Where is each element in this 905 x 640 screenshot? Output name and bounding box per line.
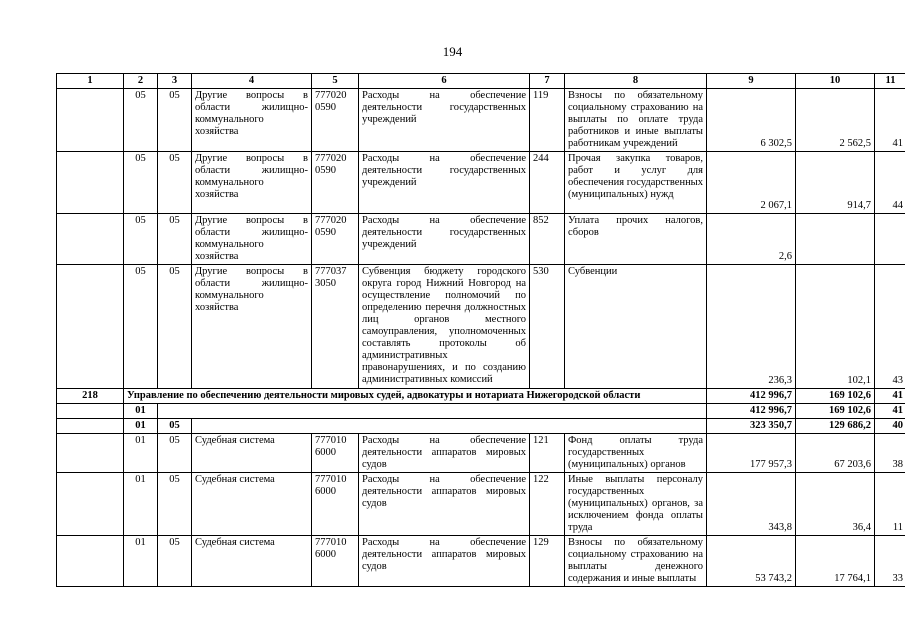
cell-actual: 17 764,1 — [796, 536, 875, 587]
budget-table — [56, 73, 905, 587]
cell-section: 01 — [124, 434, 158, 473]
cell-subsection: 05 — [158, 536, 192, 587]
cell-owner — [57, 214, 124, 265]
cell-subsection-name: Судебная система — [192, 536, 312, 587]
cell-actual: 914,7 — [796, 152, 875, 214]
cell-expense-code: 122 — [530, 473, 565, 536]
cell-plan: 236,3 — [707, 265, 796, 389]
cell-subsection-name: Судебная система — [192, 473, 312, 536]
table-row — [57, 434, 905, 473]
cell-target-code: 777020 0590 — [312, 89, 359, 152]
department-row — [57, 389, 905, 404]
cell-actual: 36,4 — [796, 473, 875, 536]
cell-empty — [158, 404, 707, 419]
cell-expense-code: 119 — [530, 89, 565, 152]
cell-subsection-name: Другие вопросы в области жилищно-коммунального хозяйства — [192, 152, 312, 214]
cell-actual — [796, 214, 875, 265]
cell-percent: 33 — [875, 536, 905, 587]
cell-subsection-name: Другие вопросы в области жилищно-коммунального хозяйства — [192, 265, 312, 389]
cell-subsection-name: Другие вопросы в области жилищно-коммунального хозяйства — [192, 89, 312, 152]
cell-plan: 323 350,7 — [707, 419, 796, 434]
cell-expense-code: 244 — [530, 152, 565, 214]
cell-target-name: Расходы на обеспечение деятельности аппаратов мировых судов — [359, 434, 530, 473]
cell-owner — [57, 404, 124, 419]
cell-plan: 343,8 — [707, 473, 796, 536]
header-cell: 8 — [565, 74, 707, 89]
page-number: 194 — [442, 44, 463, 59]
header-cell: 7 — [530, 74, 565, 89]
cell-subsection: 05 — [158, 434, 192, 473]
subsection-row — [57, 419, 905, 434]
cell-owner — [57, 89, 124, 152]
cell-expense-name: Взносы по обязательному социальному страхованию на выплаты по оплате труда работников и иные выплаты работникам учреждений — [565, 89, 707, 152]
cell-subsection-name: Судебная система — [192, 434, 312, 473]
cell-owner — [57, 265, 124, 389]
cell-percent — [875, 214, 905, 265]
cell-subsection: 05 — [158, 214, 192, 265]
cell-plan: 412 996,7 — [707, 404, 796, 419]
cell-owner — [57, 434, 124, 473]
cell-target-code: 777037 3050 — [312, 265, 359, 389]
cell-plan: 6 302,5 — [707, 89, 796, 152]
cell-subsection-name: Другие вопросы в области жилищно-коммунального хозяйства — [192, 214, 312, 265]
cell-actual: 102,1 — [796, 265, 875, 389]
header-cell: 3 — [158, 74, 192, 89]
cell-subsection: 05 — [158, 419, 192, 434]
cell-section: 05 — [124, 265, 158, 389]
cell-percent: 41 — [875, 389, 905, 404]
cell-owner — [57, 419, 124, 434]
cell-section: 01 — [124, 473, 158, 536]
cell-actual: 169 102,6 — [796, 404, 875, 419]
cell-section: 01 — [124, 419, 158, 434]
cell-owner-code: 218 — [57, 389, 124, 404]
cell-percent: 44 — [875, 152, 905, 214]
cell-plan: 53 743,2 — [707, 536, 796, 587]
cell-actual: 2 562,5 — [796, 89, 875, 152]
table-row — [57, 473, 905, 536]
cell-expense-name: Уплата прочих налогов, сборов — [565, 214, 707, 265]
cell-section: 01 — [124, 404, 158, 419]
cell-target-name: Субвенция бюджету городского округа город Нижний Новгород на осуществление полномочий по определению перечня должностных лиц органов местного самоуправления, уполномоченных составлять протоколы об административных правонарушениях, и по созданию административных комиссий — [359, 265, 530, 389]
department-title: Управление по обеспечению деятельности мировых судей, адвокатуры и нотариата Нижегородской области — [124, 389, 707, 404]
cell-percent: 41 — [875, 89, 905, 152]
cell-expense-code: 121 — [530, 434, 565, 473]
header-cell: 10 — [796, 74, 875, 89]
table-row — [57, 89, 905, 152]
cell-owner — [57, 536, 124, 587]
section-row — [57, 404, 905, 419]
cell-expense-code: 129 — [530, 536, 565, 587]
cell-expense-code: 852 — [530, 214, 565, 265]
cell-target-code: 777010 6000 — [312, 473, 359, 536]
header-cell: 11 — [875, 74, 905, 89]
cell-expense-name: Взносы по обязательному социальному страхованию на выплаты денежного содержания и иные выплаты — [565, 536, 707, 587]
cell-actual: 67 203,6 — [796, 434, 875, 473]
header-cell: 1 — [57, 74, 124, 89]
cell-target-code: 777010 6000 — [312, 536, 359, 587]
cell-plan: 2 067,1 — [707, 152, 796, 214]
cell-section: 05 — [124, 152, 158, 214]
header-cell: 4 — [192, 74, 312, 89]
cell-percent: 38 — [875, 434, 905, 473]
cell-expense-name: Фонд оплаты труда государственных (муниципальных) органов — [565, 434, 707, 473]
cell-expense-name: Прочая закупка товаров, работ и услуг для обеспечения государственных (муниципальных) нужд — [565, 152, 707, 214]
cell-target-name: Расходы на обеспечение деятельности аппаратов мировых судов — [359, 536, 530, 587]
cell-expense-name: Субвенции — [565, 265, 707, 389]
cell-actual: 169 102,6 — [796, 389, 875, 404]
cell-subsection: 05 — [158, 265, 192, 389]
cell-subsection: 05 — [158, 473, 192, 536]
header-cell: 9 — [707, 74, 796, 89]
cell-subsection: 05 — [158, 89, 192, 152]
cell-target-name: Расходы на обеспечение деятельности государственных учреждений — [359, 214, 530, 265]
cell-expense-code: 530 — [530, 265, 565, 389]
cell-target-name: Расходы на обеспечение деятельности государственных учреждений — [359, 152, 530, 214]
cell-percent: 11 — [875, 473, 905, 536]
cell-target-code: 777020 0590 — [312, 214, 359, 265]
cell-section: 05 — [124, 214, 158, 265]
cell-target-code: 777020 0590 — [312, 152, 359, 214]
cell-owner — [57, 473, 124, 536]
cell-owner — [57, 152, 124, 214]
cell-target-name: Расходы на обеспечение деятельности аппаратов мировых судов — [359, 473, 530, 536]
cell-plan: 2,6 — [707, 214, 796, 265]
cell-percent: 40 — [875, 419, 905, 434]
cell-target-code: 777010 6000 — [312, 434, 359, 473]
cell-empty — [192, 419, 707, 434]
table-row — [57, 536, 905, 587]
cell-percent: 43 — [875, 265, 905, 389]
cell-section: 01 — [124, 536, 158, 587]
header-cell: 5 — [312, 74, 359, 89]
table-row — [57, 265, 905, 389]
header-cell: 6 — [359, 74, 530, 89]
header-cell: 2 — [124, 74, 158, 89]
cell-subsection: 05 — [158, 152, 192, 214]
cell-actual: 129 686,2 — [796, 419, 875, 434]
table-row — [57, 214, 905, 265]
cell-expense-name: Иные выплаты персоналу государственных (муниципальных) органов, за исключением фонда оплаты труда — [565, 473, 707, 536]
cell-plan: 412 996,7 — [707, 389, 796, 404]
cell-percent: 41 — [875, 404, 905, 419]
cell-section: 05 — [124, 89, 158, 152]
cell-plan: 177 957,3 — [707, 434, 796, 473]
table-row — [57, 152, 905, 214]
header-row — [57, 74, 905, 89]
cell-target-name: Расходы на обеспечение деятельности государственных учреждений — [359, 89, 530, 152]
